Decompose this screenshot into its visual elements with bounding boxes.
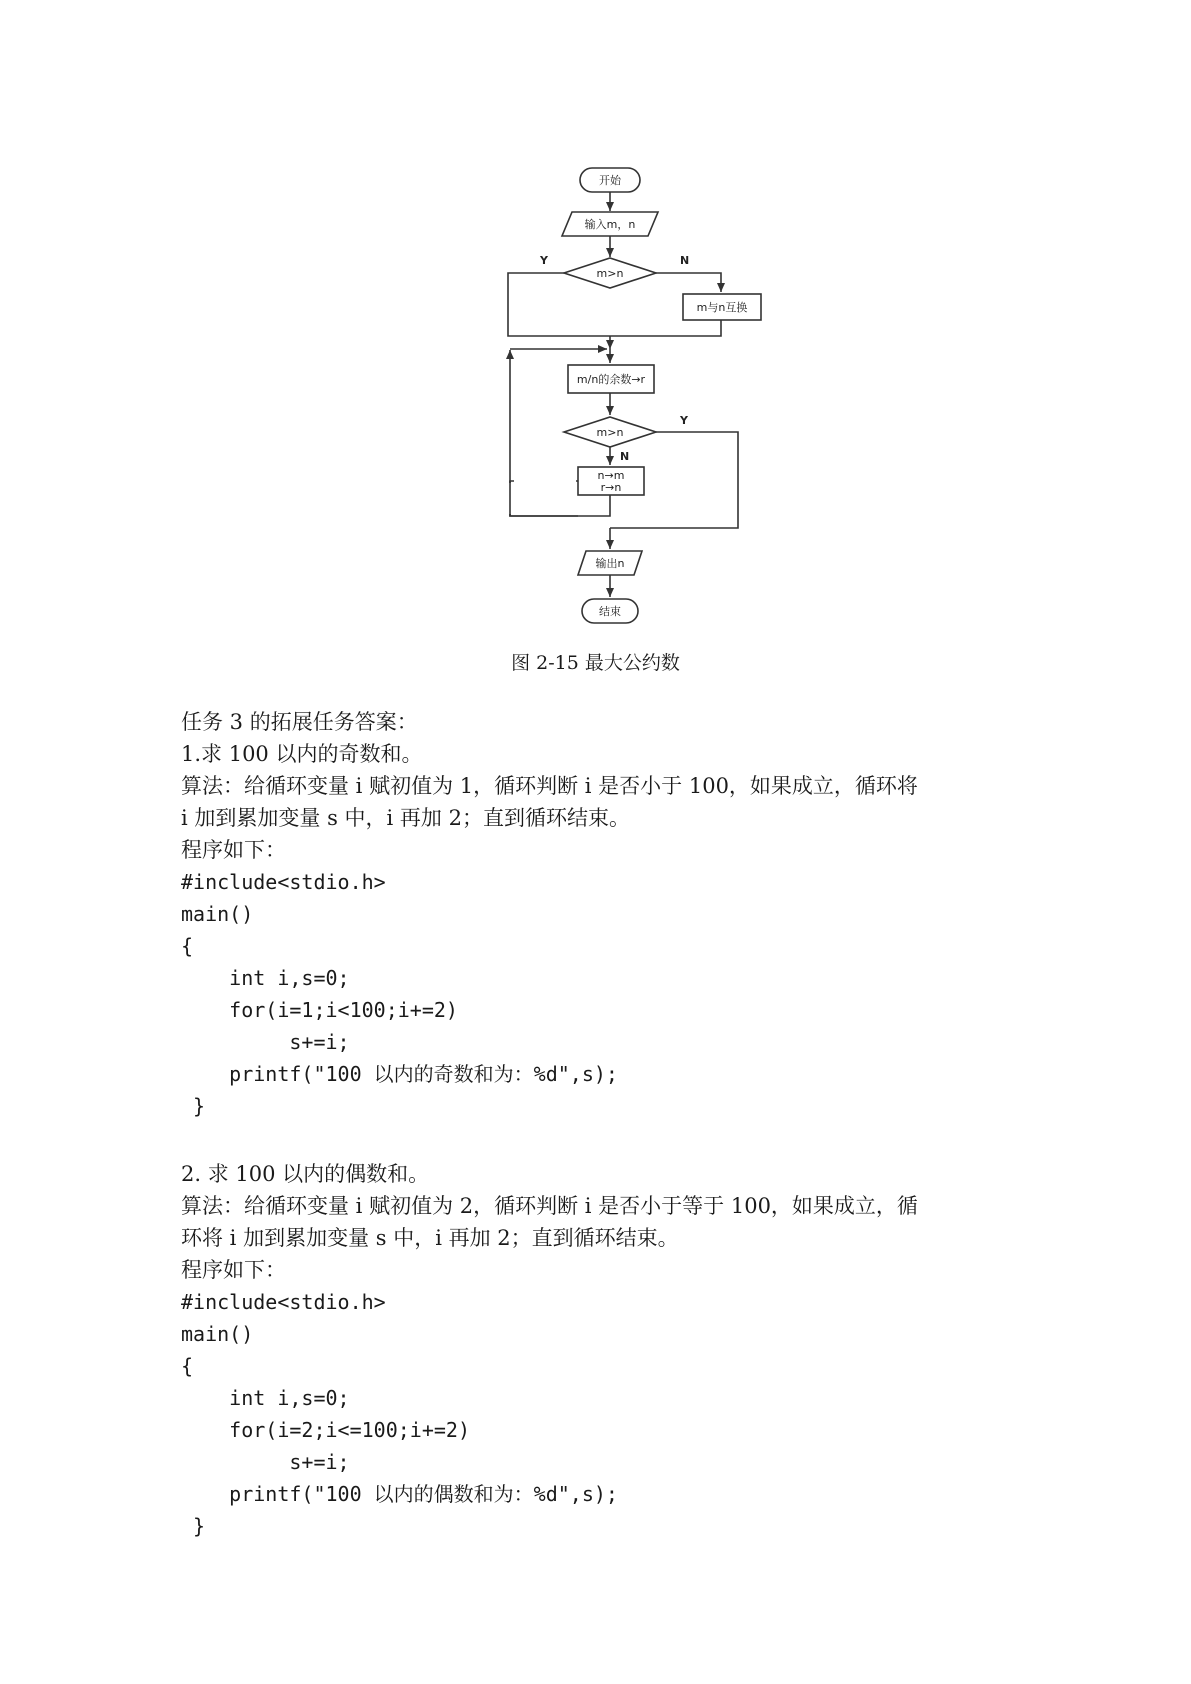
task2-code-line: int i,s=0; (181, 1386, 350, 1410)
task2-code-line: { (181, 1354, 194, 1378)
task1-algorithm-line1: 算法：给循环变量 i 赋初值为 1，循环判断 i 是否小于 100，如果成立，循环将 (181, 774, 918, 798)
task2-program-label: 程序如下： (181, 1258, 286, 1282)
decision1-no-label: N (680, 254, 690, 267)
task1-title: 1.求 100 以内的奇数和。 (181, 742, 423, 766)
assign-label-line2: r→n (600, 481, 622, 494)
decision2-no-label: N (620, 450, 630, 463)
task1-code-line: #include<stdio.h> (181, 870, 386, 894)
remainder-label: m/n的余数→r (576, 373, 646, 386)
task2-code-line: #include<stdio.h> (181, 1290, 386, 1314)
task1-code-line: main() (181, 902, 254, 926)
decision2-label: m>n (596, 426, 624, 439)
decision1-label: m>n (596, 267, 624, 280)
task2-title: 2. 求 100 以内的偶数和。 (181, 1162, 430, 1186)
task1-algorithm-line2: i 加到累加变量 s 中，i 再加 2；直到循环结束。 (181, 806, 630, 830)
start-label: 开始 (599, 174, 621, 187)
assign-label-line1: n→m (597, 469, 625, 482)
task2-code-line: printf("100 以内的偶数和为：%d",s); (181, 1482, 618, 1506)
task1-code-line: { (181, 934, 194, 958)
task1-code-line: printf("100 以内的奇数和为：%d",s); (181, 1062, 618, 1086)
task2-algorithm-line1: 算法：给循环变量 i 赋初值为 2，循环判断 i 是否小于等于 100，如果成立，循 (181, 1194, 918, 1218)
task1-code-line: } (181, 1094, 206, 1118)
task2-code-line: for(i=2;i<=100;i+=2) (181, 1418, 470, 1442)
output-label: 输出n (595, 557, 625, 570)
task2-code-line: } (181, 1514, 206, 1538)
swap-label: m与n互换 (696, 301, 748, 314)
end-label: 结束 (599, 605, 621, 618)
task1-code-line: for(i=1;i<100;i+=2) (181, 998, 458, 1022)
input-label: 输入m，n (584, 218, 636, 231)
gcd-flowchart (0, 0, 1191, 640)
task1-code-line: int i,s=0; (181, 966, 350, 990)
task1-program-label: 程序如下： (181, 838, 286, 862)
section-heading: 任务 3 的拓展任务答案： (181, 710, 418, 734)
decision1-yes-label: Y (540, 254, 548, 267)
task2-code-line: main() (181, 1322, 254, 1346)
figure-caption: 图 2-15 最大公约数 (511, 652, 680, 674)
decision2-yes-label: Y (680, 414, 688, 427)
task2-code-line: s+=i; (181, 1450, 350, 1474)
task1-code-line: s+=i; (181, 1030, 350, 1054)
task2-algorithm-line2: 环将 i 加到累加变量 s 中，i 再加 2；直到循环结束。 (181, 1226, 679, 1250)
